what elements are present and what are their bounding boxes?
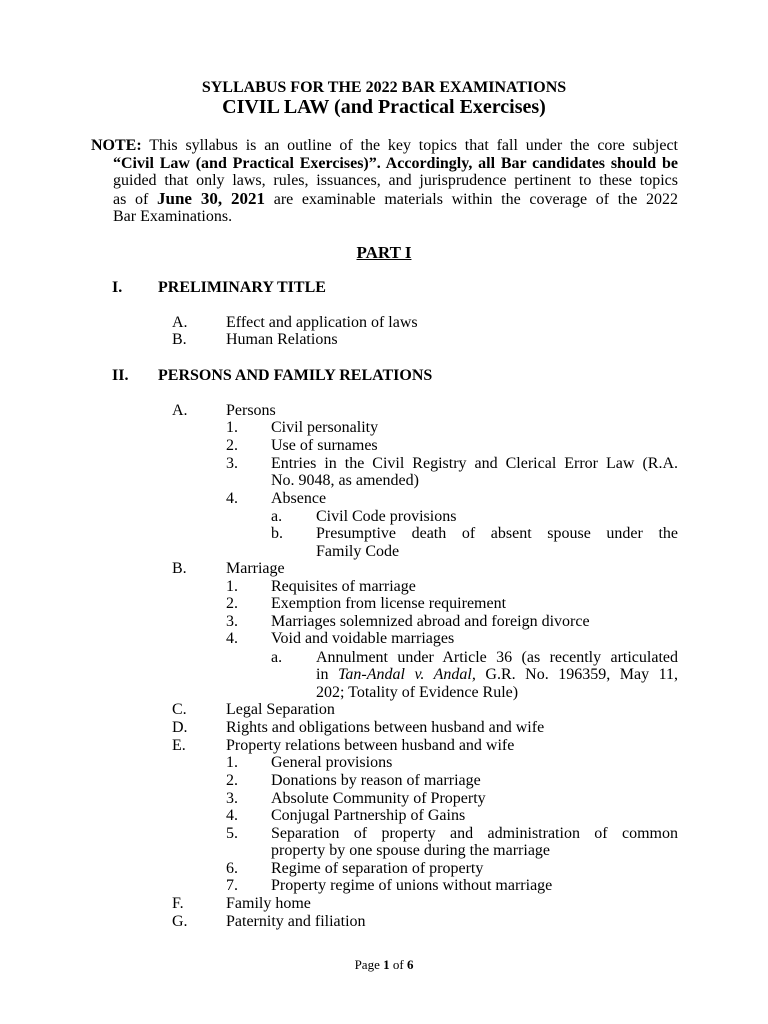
- item-label: a.: [271, 649, 283, 666]
- item-label: 4.: [226, 807, 238, 824]
- item-text: Annulment under Article 36 (as recently articulated: [316, 649, 678, 666]
- item-label: 4.: [226, 490, 238, 507]
- item-label: A.: [172, 314, 188, 331]
- syllabus-heading: SYLLABUS FOR THE 2022 BAR EXAMINATIONS: [201, 79, 567, 96]
- item-text: Family home: [226, 895, 311, 912]
- note-line-4c: are examinable materials within the coverage of the 2022: [265, 190, 679, 208]
- item-text: Donations by reason of marriage: [271, 772, 481, 789]
- note-date: June 30, 2021: [157, 188, 266, 208]
- note-paragraph: [91, 137, 678, 226]
- item-label: 1.: [226, 578, 238, 595]
- item-text: Exemption from license requirement: [271, 595, 507, 612]
- item-text: Marriage: [226, 560, 285, 577]
- item-text: Legal Separation: [226, 701, 335, 718]
- current-page: 1: [383, 957, 390, 972]
- item-text-part: G.R. No. 196359, May 11,: [475, 666, 679, 683]
- section-title: PRELIMINARY TITLE: [158, 279, 326, 296]
- item-text: Absolute Community of Property: [271, 790, 486, 807]
- item-text-cont: [316, 666, 678, 684]
- item-text: Void and voidable marriages: [271, 630, 455, 647]
- item-text-cont: No. 9048, as amended): [271, 472, 419, 489]
- item-text: Absence: [271, 490, 327, 507]
- item-text: Regime of separation of property: [271, 860, 484, 877]
- item-text: Entries in the Civil Registry and Clerical Error Law (R.A.: [271, 455, 678, 472]
- note-line-2: “Civil Law (and Practical Exercises)”. Accordingly, all Bar candidates should be: [113, 154, 678, 172]
- item-text: Civil personality: [271, 419, 379, 436]
- item-label: A.: [172, 402, 188, 419]
- item-text: Rights and obligations between husband and wife: [226, 719, 545, 736]
- item-label: 2.: [226, 437, 238, 454]
- item-label: B.: [172, 560, 187, 577]
- item-label: 3.: [226, 455, 238, 472]
- section-number: II.: [112, 367, 129, 384]
- item-text: Paternity and filiation: [226, 913, 366, 930]
- item-text-part: in: [316, 666, 338, 683]
- item-text: Effect and application of laws: [226, 314, 418, 331]
- section-title: PERSONS AND FAMILY RELATIONS: [158, 367, 433, 384]
- item-text-cont: property by one spouse during the marriage: [271, 842, 551, 859]
- item-label: 6.: [226, 860, 238, 877]
- footer-prefix: Page: [354, 957, 384, 972]
- item-text: General provisions: [271, 754, 393, 771]
- item-label: 2.: [226, 772, 238, 789]
- note-label: NOTE:: [91, 137, 142, 154]
- item-label: D.: [172, 719, 188, 736]
- note-line-3: guided that only laws, rules, issuances, and jurisprudence pertinent to these topics: [113, 172, 678, 189]
- item-text: Use of surnames: [271, 437, 378, 454]
- case-citation: Tan-Andal v. Andal,: [337, 666, 476, 683]
- page-footer: [0, 956, 768, 974]
- total-pages: 6: [406, 957, 414, 972]
- note-line-4a: as of: [113, 190, 157, 208]
- item-text: Property regime of unions without marriage: [271, 877, 553, 894]
- item-label: 1.: [226, 419, 238, 436]
- note-line-5: Bar Examinations.: [113, 208, 233, 225]
- item-text-cont: Family Code: [316, 543, 400, 560]
- item-text: Persons: [226, 402, 276, 419]
- item-text: Presumptive death of absent spouse under the: [316, 525, 678, 542]
- item-label: 1.: [226, 754, 238, 771]
- item-label: 3.: [226, 790, 238, 807]
- item-text: Conjugal Partnership of Gains: [271, 807, 466, 824]
- item-label: 4.: [226, 630, 238, 647]
- item-text: Human Relations: [226, 331, 338, 348]
- item-label: E.: [172, 737, 186, 754]
- item-text: Marriages solemnized abroad and foreign divorce: [271, 613, 590, 630]
- item-text: Property relations between husband and wife: [226, 737, 515, 754]
- item-label: G.: [172, 913, 188, 930]
- item-label: 2.: [226, 595, 238, 612]
- item-label: B.: [172, 331, 187, 348]
- item-label: a.: [271, 508, 283, 525]
- section-number: I.: [112, 279, 123, 296]
- item-text: Civil Code provisions: [316, 508, 457, 525]
- item-text: Requisites of marriage: [271, 578, 416, 595]
- item-label: 7.: [226, 877, 238, 894]
- part-heading: PART I: [356, 243, 412, 262]
- item-label: 5.: [226, 825, 238, 842]
- note-line-1: This syllabus is an outline of the key topics that fall under the core subject: [141, 137, 678, 154]
- item-label: C.: [172, 701, 187, 718]
- item-text: Separation of property and administration of common: [271, 825, 678, 842]
- subject-title: CIVIL LAW (and Practical Exercises): [222, 96, 546, 118]
- item-label: F.: [172, 895, 184, 912]
- item-label: b.: [271, 525, 283, 542]
- footer-mid: of: [389, 957, 407, 972]
- item-label: 3.: [226, 613, 238, 630]
- item-text-cont: 202; Totality of Evidence Rule): [316, 684, 519, 701]
